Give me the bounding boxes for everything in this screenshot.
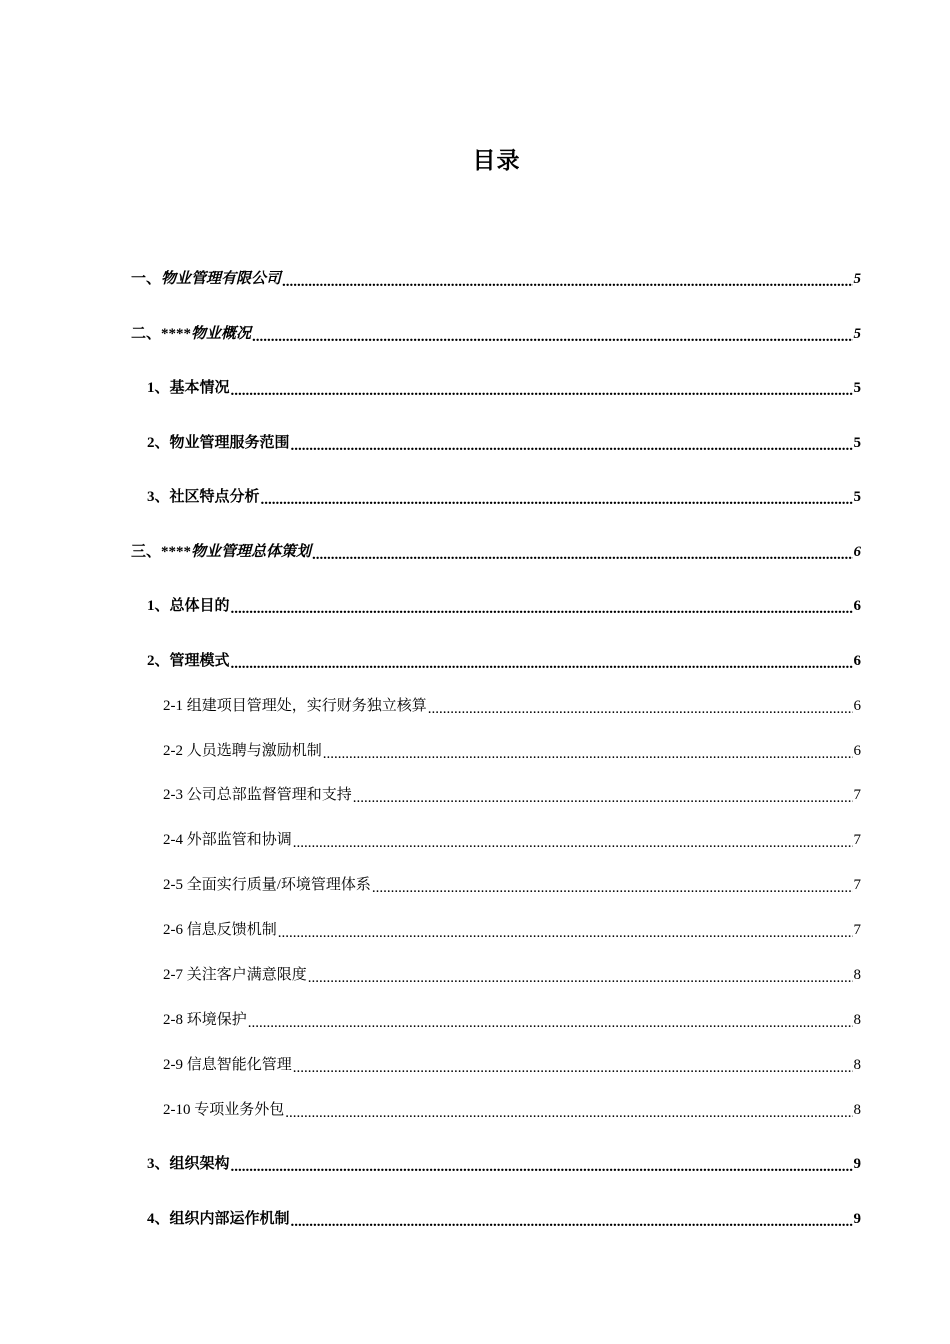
- toc-entry[interactable]: [163, 696, 861, 716]
- toc-page-number: 7: [853, 922, 861, 938]
- toc-leader-dots: [282, 272, 852, 288]
- toc-page-number: 5: [853, 271, 861, 287]
- toc-entry[interactable]: [163, 741, 861, 761]
- toc-entry[interactable]: [163, 875, 861, 895]
- toc-leader-dots: [308, 968, 853, 984]
- toc-page-number: 5: [853, 435, 861, 451]
- toc-entry-label: 2、物业管理服务范围: [147, 435, 290, 451]
- toc-page-number: 5: [853, 326, 861, 342]
- toc-page-number: 9: [853, 1211, 861, 1227]
- toc-entry-label: 2-10 专项业务外包: [163, 1102, 285, 1118]
- toc-entry-label: 三、****物业管理总体策划: [131, 544, 312, 560]
- toc-entry-label: 二、****物业概况: [131, 326, 252, 342]
- toc-page-number: 6: [853, 743, 861, 759]
- toc-leader-dots: [231, 599, 853, 615]
- toc-page-number: 5: [853, 380, 861, 396]
- toc-page-number: 5: [853, 489, 861, 505]
- toc-leader-dots: [231, 381, 853, 397]
- toc-page-number: 8: [853, 1057, 861, 1073]
- toc-entry[interactable]: [163, 1055, 861, 1075]
- toc-entry-label: 2-3 公司总部监督管理和支持: [163, 787, 352, 803]
- toc-page-number: 7: [853, 832, 861, 848]
- toc-leader-dots: [285, 1103, 852, 1119]
- toc-leader-dots: [248, 1013, 853, 1029]
- toc-page-number: 7: [853, 787, 861, 803]
- toc-entry-label: 3、社区特点分析: [147, 489, 260, 505]
- toc-page-number: 6: [853, 653, 861, 669]
- toc-entry[interactable]: [147, 487, 861, 507]
- toc-page-number: 7: [853, 877, 861, 893]
- toc-entry[interactable]: [163, 1010, 861, 1030]
- toc-entry-label: 2-4 外部监管和协调: [163, 832, 292, 848]
- toc-leader-dots: [293, 1058, 853, 1074]
- toc-leader-dots: [231, 1157, 853, 1173]
- toc-leader-dots: [291, 436, 853, 452]
- toc-leader-dots: [278, 923, 853, 939]
- toc-entry[interactable]: [147, 596, 861, 616]
- toc-entry[interactable]: [163, 920, 861, 940]
- toc-page-number: 8: [853, 967, 861, 983]
- toc-entry[interactable]: [147, 1209, 861, 1229]
- toc-page-number: 8: [853, 1102, 861, 1118]
- toc-page-number: 8: [853, 1012, 861, 1028]
- toc-entry[interactable]: [163, 1100, 861, 1120]
- toc-leader-dots: [293, 833, 853, 849]
- toc-entry[interactable]: [131, 269, 861, 289]
- toc-entry-label: 2-7 关注客户满意限度: [163, 967, 307, 983]
- toc-page-number: 6: [853, 598, 861, 614]
- toc-entry[interactable]: [147, 433, 861, 453]
- toc-page-number: 6: [853, 698, 861, 714]
- toc-entry[interactable]: [163, 785, 861, 805]
- toc-entry-label: 1、总体目的: [147, 598, 230, 614]
- toc-entry[interactable]: [131, 542, 861, 562]
- toc-entry[interactable]: [131, 324, 861, 344]
- toc-leader-dots: [261, 490, 853, 506]
- toc-entry-label: 2-6 信息反馈机制: [163, 922, 277, 938]
- toc-entry[interactable]: [147, 1154, 861, 1174]
- toc-entry[interactable]: [147, 651, 861, 671]
- toc-leader-dots: [291, 1212, 853, 1228]
- toc-page-number: 6: [853, 544, 861, 560]
- toc-entry-label: 2、管理模式: [147, 653, 230, 669]
- toc-entry-label: 2-5 全面实行质量/环境管理体系: [163, 877, 371, 893]
- toc-leader-dots: [353, 788, 853, 804]
- toc-entry-label: 2-9 信息智能化管理: [163, 1057, 292, 1073]
- toc-entry-label: 3、组织架构: [147, 1156, 230, 1172]
- toc-entry[interactable]: [163, 965, 861, 985]
- toc-entry-label: 一、物业管理有限公司: [131, 271, 282, 287]
- toc-entry-label: 2-2 人员选聘与激励机制: [163, 743, 322, 759]
- page-title: 目录: [472, 148, 521, 173]
- toc-entry-label: 2-8 环境保护: [163, 1012, 247, 1028]
- toc-entry[interactable]: [147, 378, 861, 398]
- toc-entry[interactable]: [163, 830, 861, 850]
- toc-leader-dots: [372, 878, 853, 894]
- toc-leader-dots: [428, 699, 853, 715]
- toc-page-number: 9: [853, 1156, 861, 1172]
- toc-entry-label: 4、组织内部运作机制: [147, 1211, 290, 1227]
- toc-leader-dots: [312, 545, 852, 561]
- toc-leader-dots: [323, 744, 853, 760]
- toc-leader-dots: [252, 327, 852, 343]
- toc-entry-label: 1、基本情况: [147, 380, 230, 396]
- toc-leader-dots: [231, 654, 853, 670]
- toc-entry-label: 2-1 组建项目管理处，实行财务独立核算: [163, 698, 427, 714]
